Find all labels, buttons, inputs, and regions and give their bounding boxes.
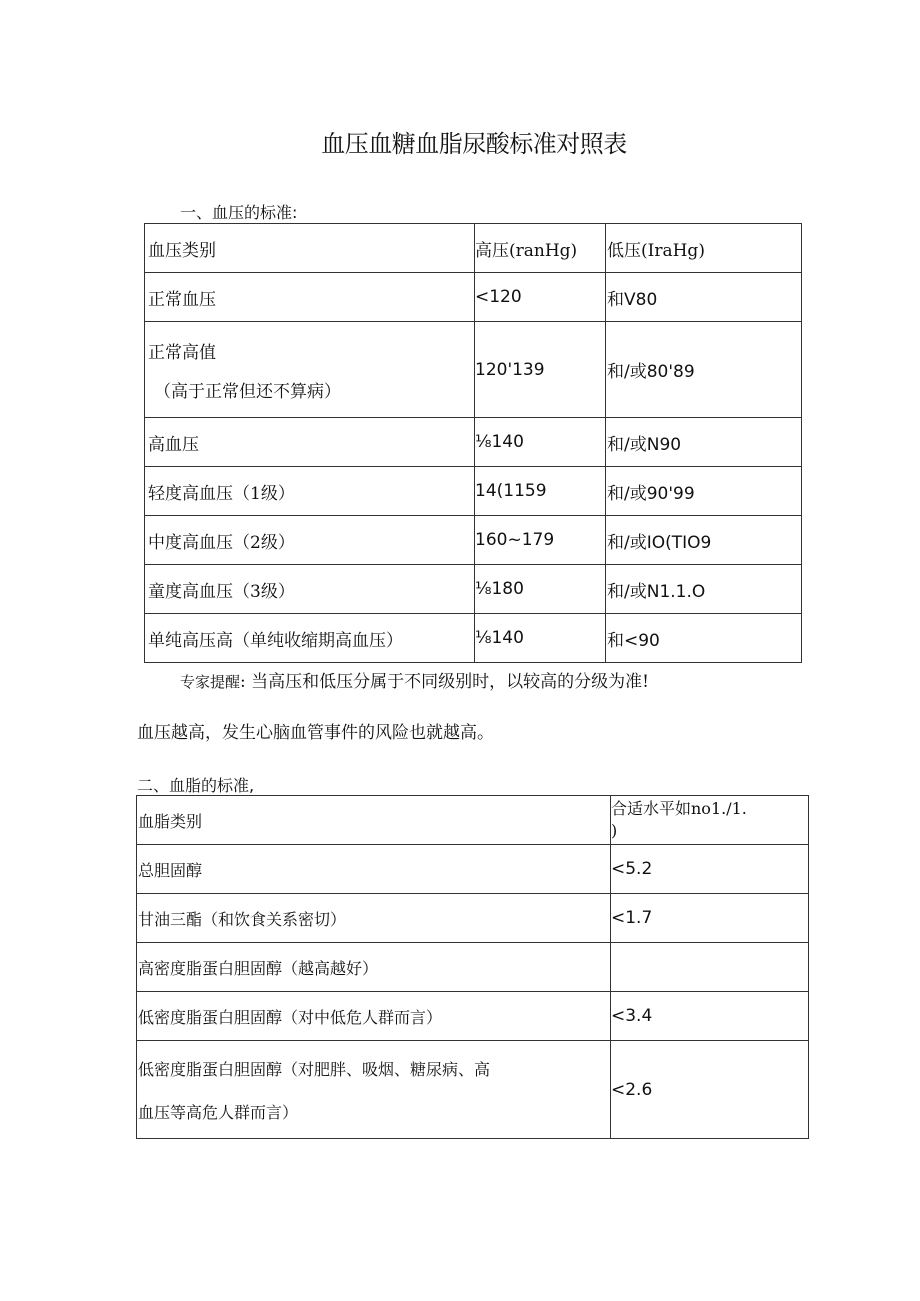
diastolic-cell: 和V80 (606, 273, 802, 322)
lipid-name: 低密度脂蛋白胆固醇 (138, 1059, 283, 1079)
table-row (145, 614, 802, 663)
systolic-cell: 14(1159 (475, 467, 606, 516)
table-row (137, 943, 809, 992)
systolic-cell: 120'139 (475, 322, 606, 418)
table-header-row (145, 224, 802, 273)
lipid-name-cell (137, 1041, 611, 1139)
lipid-name: 高密度脂蛋白胆固醇 (138, 958, 283, 978)
category-cell (145, 322, 475, 418)
systolic-cell: 160~179 (475, 516, 606, 565)
header-label: 合适水平如no1./1. (611, 799, 747, 818)
table-row (145, 418, 802, 467)
lipid-value-cell: <3.4 (611, 992, 809, 1041)
table-row (137, 1041, 809, 1139)
diastolic-cell: 和/或80'89 (606, 322, 802, 418)
blood-lipid-table (136, 795, 809, 1139)
category-cell: 童度高血压（3级） (145, 565, 475, 614)
table-row (145, 565, 802, 614)
section-heading-blood-lipids: 二、血脂的标准, (137, 776, 255, 795)
diastolic-cell: 和/或IO(TIO9 (606, 516, 802, 565)
expert-tip (180, 667, 649, 692)
table-row (145, 516, 802, 565)
risk-note: 血压越高，发生心脑血管事件的风险也就越高。 (137, 723, 494, 743)
lipid-name-cell (137, 992, 611, 1041)
category-cell: 高血压 (145, 418, 475, 467)
lipid-name: 甘油三酯 (138, 909, 203, 929)
lipid-value-cell: <1.7 (611, 894, 809, 943)
lipid-value-cell: <5.2 (611, 845, 809, 894)
header-label-cont: ) (611, 821, 618, 840)
lipid-note: （对肥胖、吸烟、糖尿病、高 (282, 1059, 491, 1079)
systolic-cell: ⅛140 (475, 418, 606, 467)
systolic-cell: ⅛180 (475, 565, 606, 614)
lipid-name: 低密度脂蛋白胆固醇 (138, 1007, 283, 1027)
diastolic-cell: 和/或90'99 (606, 467, 802, 516)
diastolic-cell: 和/或N90 (606, 418, 802, 467)
table-row (137, 992, 809, 1041)
systolic-cell: <120 (475, 273, 606, 322)
header-cell: 高压(ranHg) (475, 224, 606, 273)
lipid-value-cell: <2.6 (611, 1041, 809, 1139)
header-cell: 血压类别 (145, 224, 475, 273)
diastolic-cell: 和/或N1.1.O (606, 565, 802, 614)
lipid-name-cell (137, 943, 611, 992)
lipid-note-cont: 血压等高危人群而言） (138, 1102, 299, 1122)
category-note: （高于正常但还不算病） (154, 381, 341, 402)
table-header-row (137, 796, 809, 845)
systolic-cell: ⅛140 (475, 614, 606, 663)
lipid-note: （越高越好） (282, 958, 379, 978)
category-cell: 轻度高血压（1级） (145, 467, 475, 516)
lipid-note: （和饮食关系密切） (202, 909, 347, 929)
expert-tip-text: : 当高压和低压分属于不同级别时，以较高的分级为准! (240, 672, 649, 692)
header-cell (611, 796, 809, 845)
lipid-note: （对中低危人群而言） (282, 1007, 443, 1027)
table-row (145, 273, 802, 322)
lipid-name-cell (137, 894, 611, 943)
expert-tip-label: 专家提醒 (180, 673, 241, 691)
table-row (145, 322, 802, 418)
lipid-name-cell (137, 845, 611, 894)
lipid-name-line1 (138, 1057, 610, 1080)
page-title: 血压血糖血脂尿酸标准对照表 (321, 130, 627, 158)
table-row (137, 845, 809, 894)
category-label: 正常高值 (148, 342, 216, 363)
table-row (145, 467, 802, 516)
category-cell: 中度高血压（2级） (145, 516, 475, 565)
category-cell: 正常血压 (145, 273, 475, 322)
lipid-name: 总胆固醇 (138, 860, 203, 880)
header-cell: 低压(IraHg) (606, 224, 802, 273)
blood-pressure-table (144, 223, 802, 663)
diastolic-cell: 和<90 (606, 614, 802, 663)
table-row (137, 894, 809, 943)
lipid-value-cell (611, 943, 809, 992)
category-cell: 单纯高压高（单纯收缩期高血压） (145, 614, 475, 663)
section-heading-blood-pressure: 一、血压的标准: (180, 203, 298, 222)
header-cell: 血脂类别 (137, 796, 611, 845)
